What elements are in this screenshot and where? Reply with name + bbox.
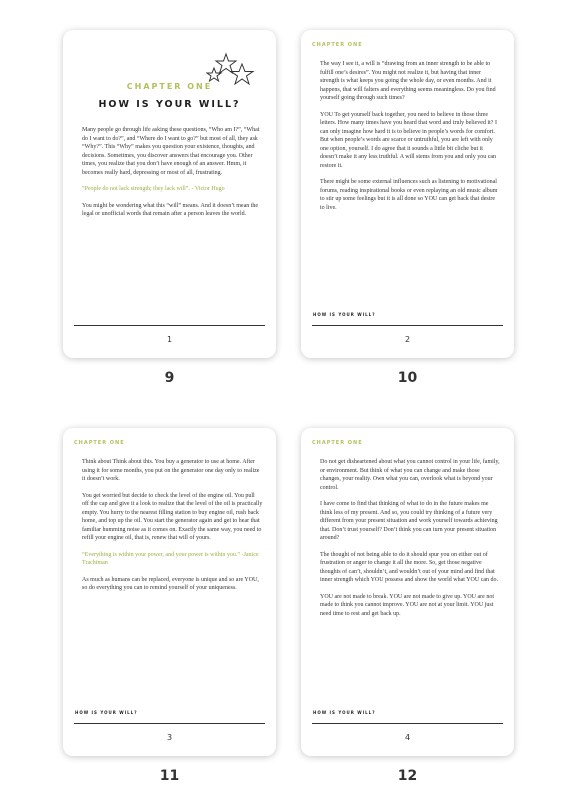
page-title: HOW IS YOUR WILL? bbox=[98, 99, 241, 110]
quote: “Everything is within your power, and your power is within you.” -Janice Trachtman bbox=[82, 551, 259, 566]
thumbnail-caption: 12 bbox=[397, 768, 418, 784]
chapter-label: CHAPTER ONE bbox=[312, 440, 363, 446]
chapter-label: CHAPTER ONE bbox=[312, 42, 363, 48]
paragraph: You get worried but decide to check the level of the engine oil. You pull off the cap and give it a look to realize that the level of the oil is practically empty. You hurry to the nearest filling station to buy engine oil, rush back home, and top up the oil. You start the generator again and get to hear that familiar humming noise as it comes on. Exactly the same way, you need to refill your engine oil, that is, renew that will of yours. bbox=[82, 492, 263, 541]
paragraph: YOU are not made to break. YOU are not made to give up. YOU are not made to think you cannot improve. YOU are not at your limit. YOU just need time to rest and get back up. bbox=[320, 593, 494, 617]
paragraph: The way I see it, a will is “drawing from an inner strength to be able to fulfill one’s desires”. You might not realize it, but having that inner strength is what keeps you going the whole day, or even months. And it happens, that will falters and everything seems meaningless. Do you find yourself going through such times? bbox=[320, 61, 496, 101]
footer-rule bbox=[312, 325, 503, 326]
book-page-9 bbox=[63, 30, 276, 358]
chapter-label: CHAPTER ONE bbox=[74, 440, 125, 446]
thumbnail-caption: 10 bbox=[397, 370, 418, 386]
page-body bbox=[82, 458, 263, 601]
paragraph: There might be some external influences such as listening to motivational forums, reading inspirational books or even replaying an old music album to stir up some feelings but it is all done so YOU can get back that desire to live. bbox=[320, 179, 498, 211]
page-number: 2 bbox=[404, 335, 411, 344]
book-page-11 bbox=[63, 428, 276, 756]
running-footer-title: HOW IS YOUR WILL? bbox=[75, 710, 138, 715]
thumbnail-caption: 9 bbox=[164, 370, 175, 386]
paragraph: As much as humans can be replaced, everyone is unique and so are YOU, so do everything you can to remind yourself of your uniqueness. bbox=[82, 576, 259, 591]
paragraph: Think about Think about this. You buy a generator to use at home. After using it for some months, you put on the generator one day only to realize it doesn’t work. bbox=[82, 459, 260, 482]
book-page-12 bbox=[301, 428, 514, 756]
paragraph: I have come to find that thinking of what to do in the future makes me think less of my present. And so, you could try thinking of a future very different from your present situation and work yourself towards achieving that. Don’t trust yourself? Don’t think you can turn your present situation around? bbox=[320, 501, 498, 541]
footer-rule bbox=[74, 723, 265, 724]
page-number: 4 bbox=[404, 733, 411, 742]
page-body bbox=[320, 60, 501, 220]
quote: “People do not lack strength; they lack will”. - Victor Hugo bbox=[82, 186, 225, 192]
page-number: 3 bbox=[166, 733, 173, 742]
running-footer-title: HOW IS YOUR WILL? bbox=[313, 710, 376, 715]
thumbnail-caption: 11 bbox=[159, 768, 180, 784]
page-number: 1 bbox=[166, 335, 173, 344]
paragraph: Do not get disheartened about what you cannot control in your life, family, or environment. But think of what you can change and make those changes, your reality. Own what you can, overlook what is beyond your control. bbox=[320, 459, 500, 491]
paragraph: YOU To get yourself back together, you need to believe in those three letters. How many times have you heard that word and truly believed it? I can only imagine how hard it is to believe in people’s words for comfort. But when people’s words are scarce or untruthful, you are left with only one option, yourself. I do agree that it sounds a little bit cliche but it doesn’t make it any less truthful. A will stems from you and only you can restore it. bbox=[320, 111, 497, 169]
footer-rule bbox=[312, 723, 503, 724]
chapter-heading: CHAPTER ONE bbox=[126, 82, 213, 91]
running-footer-title: HOW IS YOUR WILL? bbox=[313, 312, 376, 317]
book-page-10 bbox=[301, 30, 514, 358]
page-body bbox=[82, 126, 263, 227]
paragraph: Many people go through life asking these questions, “Who am I?”, “What do I want to do?”, and “Where do I want to go?” but most of all, they ask “Why?”. This “Why” makes you question your existence, thoughts, and decisions. Sometimes, you discover answers that encourage you. Other times, you realize that you don’t have enough of an answer. Hmm, it becomes really hard, depressing or most of all, frustrating. bbox=[82, 127, 260, 176]
paragraph: The thought of not being able to do it should spur you on either out of frustration or anger to change it all the more. So, get those negative thoughts of can’t, shouldn’t, and wouldn’t out of your mind and find that inner strength which YOU possess and show the world what YOU can do. bbox=[320, 551, 499, 583]
footer-rule bbox=[74, 325, 265, 326]
paragraph: You might be wondering what this “will” means. And it doesn’t mean the legal or unofficial words that remain after a person leaves the world. bbox=[82, 202, 259, 217]
page-body bbox=[320, 458, 501, 626]
